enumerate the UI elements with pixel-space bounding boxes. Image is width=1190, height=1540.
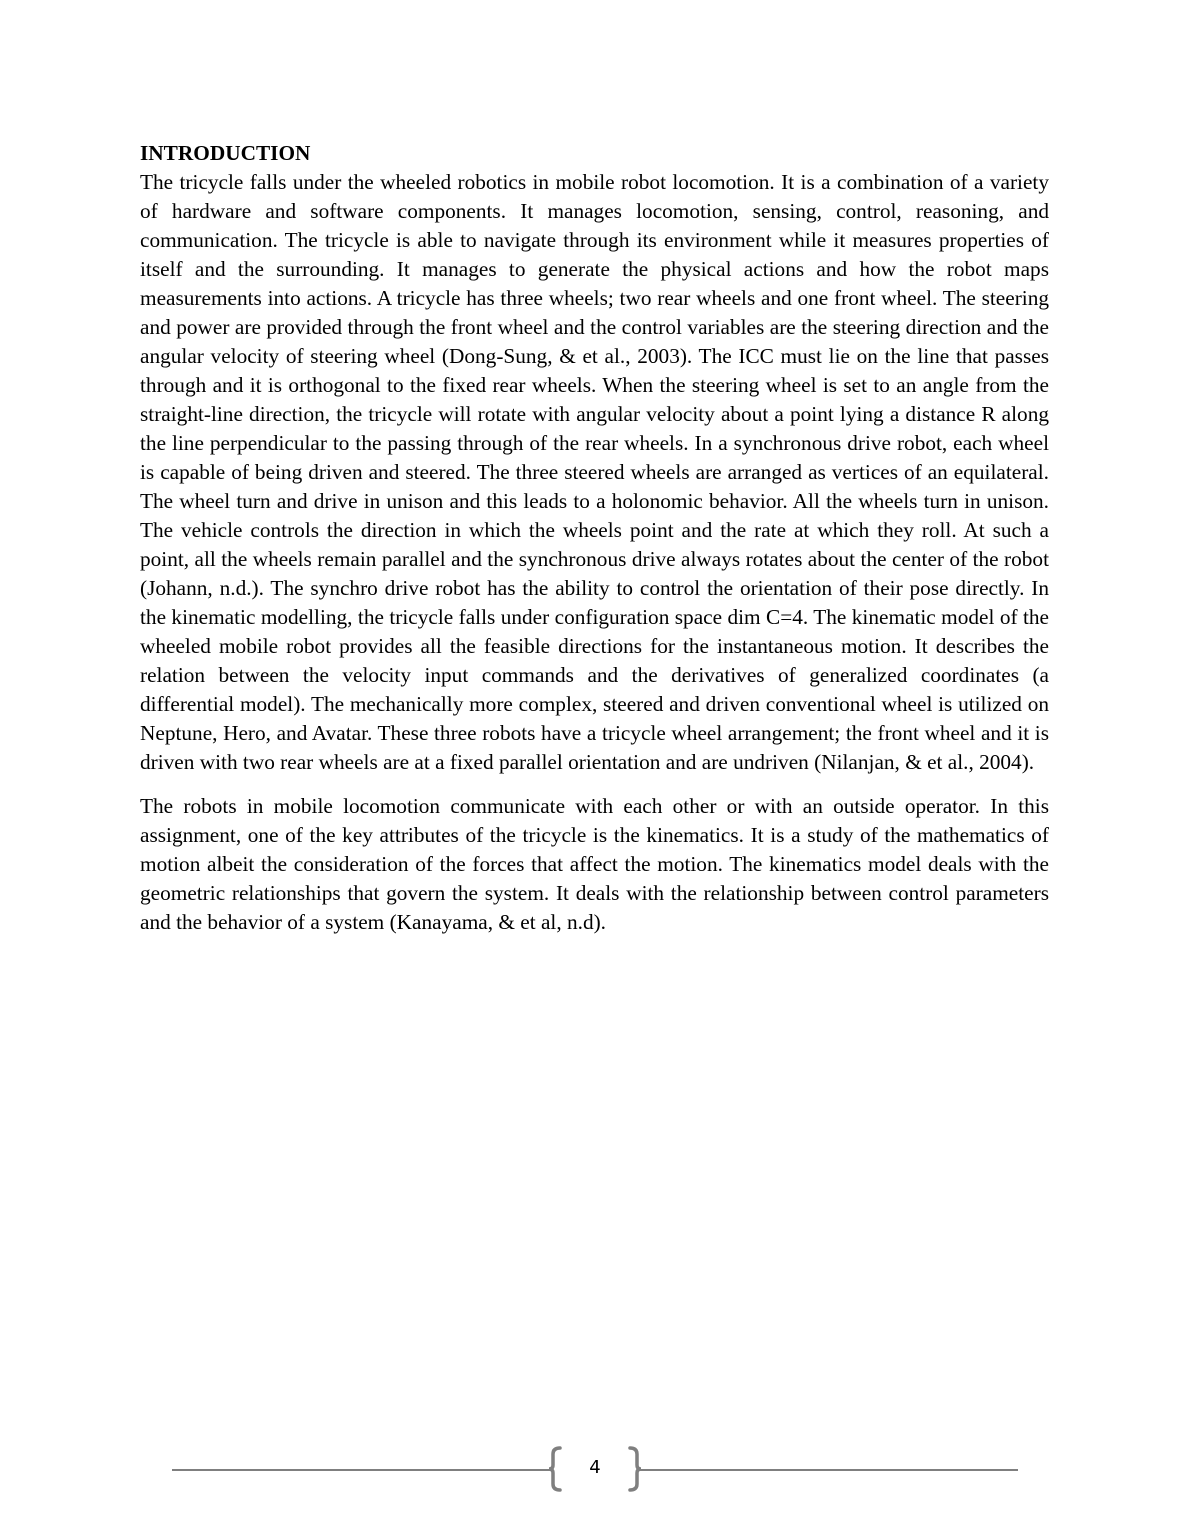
section-heading: INTRODUCTION (140, 141, 311, 165)
page-number: 4 (589, 1457, 601, 1478)
footer-rule-left (172, 1469, 550, 1471)
body-paragraph-1: The tricycle falls under the wheeled robotics in mobile robot locomotion. It is a combination of a variety of hardware and software components. It manages locomotion, sensing, control, reasoning, and communication. The tricycle is able to navigate through its environment while it measures properties of itself and the surrounding. It manages to generate the physical actions and how the robot maps measurements into actions. A tricycle has three wheels; two rear wheels and one front wheel. The steering and power are provided through the front wheel and the control variables are the steering direction and the angular velocity of steering wheel (Dong-Sung, & et al., 2003). The ICC must lie on the line that passes through and it is orthogonal to the fixed rear wheels. When the steering wheel is set to an angle from the straight-line direction, the tricycle will rotate with angular velocity about a point lying a distance R along the line perpendicular to the passing through of the rear wheels. In a synchronous drive robot, each wheel is capable of being driven and steered. The three steered wheels are arranged as vertices of an equilateral. The wheel turn and drive in unison and this leads to a holonomic behavior. All the wheels turn in unison. The vehicle controls the direction in which the wheels point and the rate at which they roll. At such a point, all the wheels remain parallel and the synchronous drive always rotates about the center of the robot (Johann, n.d.). The synchro drive robot has the ability to control the orientation of their pose directly. In the kinematic modelling, the tricycle falls under configuration space dim C=4. The kinematic model of the wheeled mobile robot provides all the feasible directions for the instantaneous motion. It describes the relation between the velocity input commands and the derivatives of generalized coordinates (a differential model). The mechanically more complex, steered and driven conventional wheel is utilized on Neptune, Hero, and Avatar. These three robots have a tricycle wheel arrangement; the front wheel and it is driven with two rear wheels are at a fixed parallel orientation and are undriven (Nilanjan, & et al., 2004). (140, 170, 1049, 774)
footer-rule-right (640, 1469, 1018, 1471)
left-brace-icon (546, 1446, 564, 1492)
page-footer (172, 1446, 1018, 1492)
page-body (140, 139, 1049, 937)
right-brace-icon (626, 1446, 644, 1492)
body-paragraph-2: The robots in mobile locomotion communicate with each other or with an outside operator. In this assignment, one of the key attributes of the tricycle is the kinematics. It is a study of the mathematics of motion albeit the consideration of the forces that affect the motion. The kinematics model deals with the geometric relationships that govern the system. It deals with the relationship between control parameters and the behavior of a system (Kanayama, & et al, n.d). (140, 794, 1049, 934)
